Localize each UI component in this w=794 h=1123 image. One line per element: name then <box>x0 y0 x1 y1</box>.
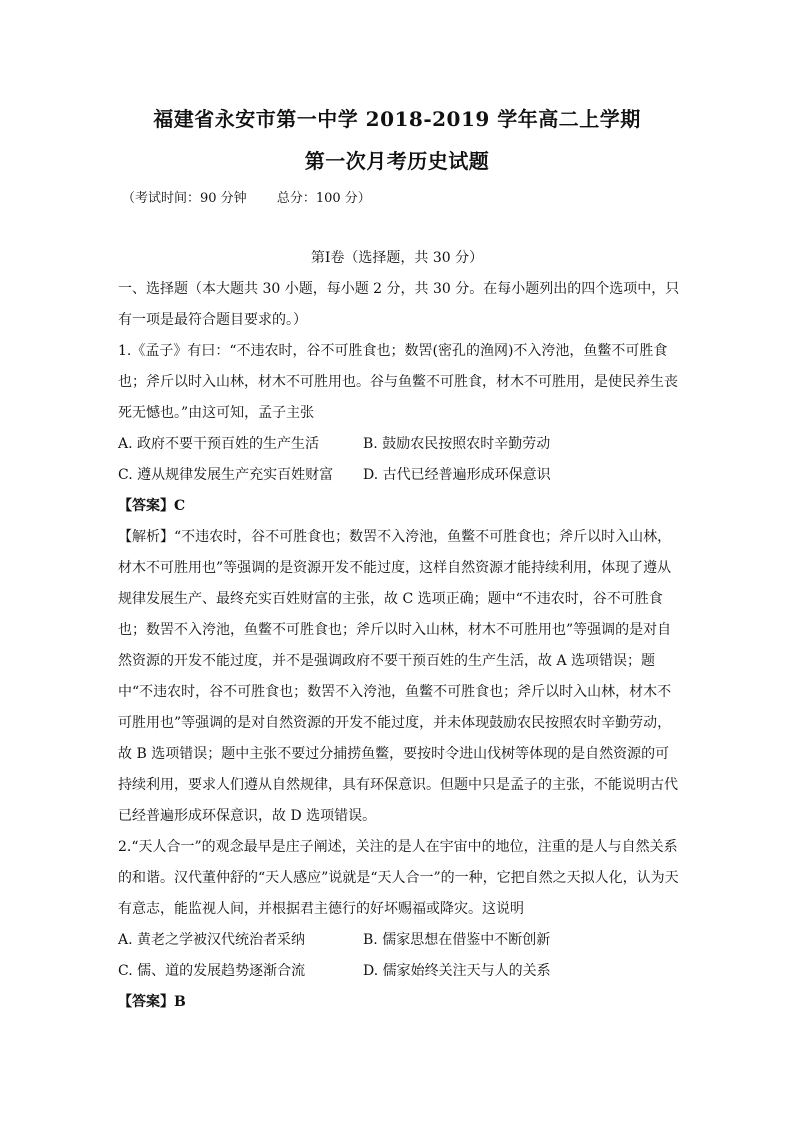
q2-options-row1 <box>118 925 680 956</box>
exam-meta <box>122 187 397 206</box>
q1-option-d: D. 古代已经普遍形成环保意识 <box>363 467 551 483</box>
q1-analysis: 【解析】“不违农时，谷不可胜食也；数罟不入洿池，鱼鳖不可胜食也；斧斤以时入山林，材木不可胜用也”等强调的是资源开发不能过度，这样自然资源才能持续利用，体现了遵从规律发展生产、最终充实百姓财富的主张，故 C 选项正确；题中“不违农时，谷不可胜食也；数罟不入洿池，鱼鳖不可胜食也；斧斤以时入山林，材木不可胜用也”等强调的是对自然资源的开发不能过度，并不是强调政府不要干预百姓的生产生活，故 A 选项错误；题中“不违农时，谷不可胜食也；数罟不入洿池，鱼鳖不可胜食也；斧斤以时入山林，材木不可胜用也”等强调的是对自然资源的开发不能过度，并未体现鼓励农民按照农时辛勤劳动，故 B 选项错误；题中主张不要过分捕捞鱼鳖，要按时令进山伐树等体现的是自然资源的可持续利用，要求人们遵从自然规律，具有环保意识。但题中只是孟子的主张，不能说明古代已经普遍形成环保意识，故 D 选项错误。 <box>118 529 678 824</box>
q2-option-d: D. 儒家始终关注天与人的关系 <box>363 963 551 979</box>
section-label: 第Ⅰ卷（选择题，共 30 分） <box>310 250 484 266</box>
q2-stem: 2.“天人合一”的观念最早是庄子阐述，关注的是人在宇宙中的地位，注重的是人与自然关系的和谐。汉代董仲舒的“天人感应”说就是“天人合一”的一种，它把自然之天拟人化，认为天有意志，能监视人间，并根据君主德行的好坏赐福或降灾。这说明 <box>118 839 679 917</box>
q1-options-row2 <box>118 460 680 491</box>
q2-answer: 【答案】B <box>118 994 186 1010</box>
q1-option-a: A. 政府不要干预百姓的生产生活 <box>118 436 320 452</box>
document-title-line1: 福建省永安市第一中学 2018-2019 学年高二上学期 <box>153 107 641 131</box>
q2-option-a: A. 黄老之学被汉代统治者采纳 <box>118 932 306 948</box>
q1-option-b: B. 鼓励农民按照农时辛勤劳动 <box>363 436 551 452</box>
section-instructions: 一、选择题（本大题共 30 小题，每小题 2 分，共 30 分。在每小题列出的四个选项中，只有一项是最符合题目要求的。） <box>118 281 680 328</box>
question-body <box>118 274 680 1018</box>
total-score: 总分：100 分） <box>276 191 371 206</box>
q1-options-row1 <box>118 429 680 460</box>
q2-option-b: B. 儒家思想在借鉴中不断创新 <box>363 932 551 948</box>
q1-stem: 1.《孟子》有曰：“不违农时，谷不可胜食也；数罟(密孔的渔网)不入洿池，鱼鳖不可胜食也；斧斤以时入山林，材木不可胜用也。谷与鱼鳖不可胜食，材木不可胜用，是使民养生丧死无憾也。”由这可知，孟子主张 <box>118 343 678 421</box>
exam-time: （考试时间：90 分钟 <box>122 191 247 206</box>
q2-option-c: C. 儒、道的发展趋势逐渐合流 <box>118 963 306 979</box>
document-title-line2: 第一次月考历史试题 <box>304 149 490 173</box>
q2-options-row2 <box>118 956 680 987</box>
q1-option-c: C. 遵从规律发展生产充实百姓财富 <box>118 467 334 483</box>
q1-answer: 【答案】C <box>118 498 186 514</box>
